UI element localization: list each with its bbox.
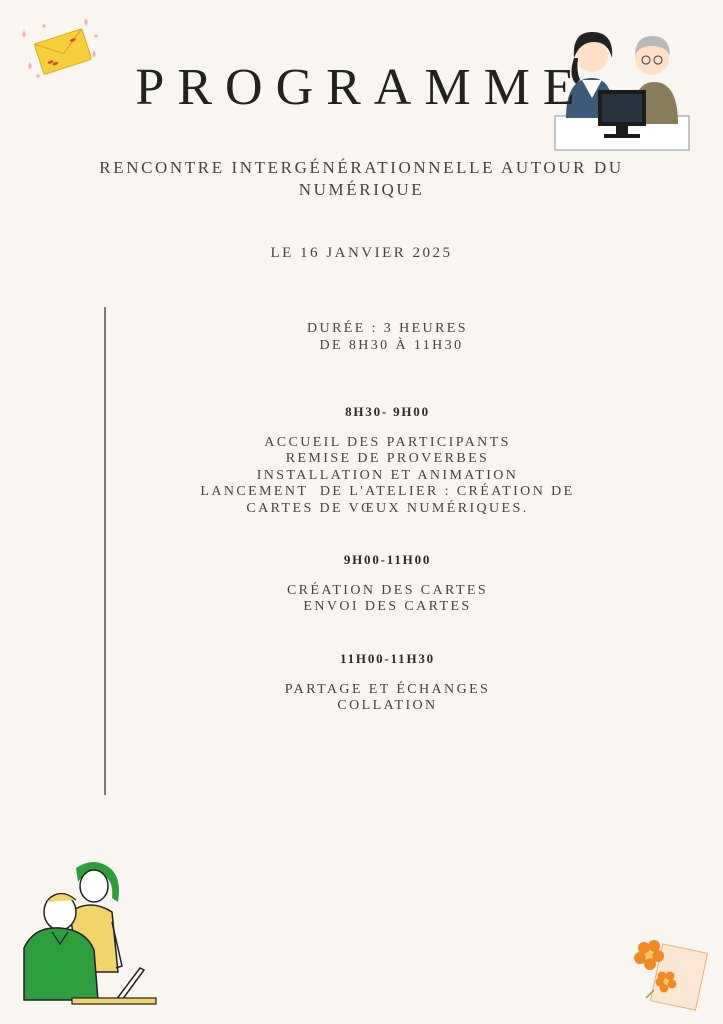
session-line: ENVOI DES CARTES [303, 599, 472, 614]
session-time: 8H30- 9H00 [345, 404, 430, 419]
event-date: LE 16 JANVIER 2025 [270, 245, 453, 261]
duration-line-2: DE 8H30 À 11H30 [319, 337, 464, 353]
subtitle-line-2: NUMÉRIQUE [298, 180, 425, 199]
vertical-divider [104, 307, 106, 795]
session-line: PARTAGE ET ÉCHANGES [284, 681, 491, 697]
duration [150, 321, 625, 354]
session-time: 9H00-11H00 [343, 552, 432, 567]
session-3 [150, 651, 625, 715]
session-line: CARTES DE VŒUX NUMÉRIQUES. [246, 500, 529, 516]
session-1 [150, 404, 625, 517]
session-line: ACCUEIL DES PARTICIPANTS [264, 434, 511, 450]
page-title: PROGRAMME [135, 59, 588, 116]
session-time: 11H00-11H30 [340, 651, 435, 666]
subtitle [0, 157, 723, 201]
subtitle-line-1: RENCONTRE INTERGÉNÉRATIONNELLE AUTOUR DU [99, 158, 624, 177]
flower-note-illustration [620, 932, 712, 1016]
session-line: CRÉATION DES CARTES [286, 582, 489, 598]
session-line: REMISE DE PROVERBES [285, 451, 490, 466]
duration-line-1: DURÉE : 3 HEURES [307, 321, 468, 336]
session-line: COLLATION [337, 698, 438, 713]
session-line: INSTALLATION ET ANIMATION [256, 467, 519, 483]
session-2 [150, 552, 625, 616]
people-with-laptop-illustration [12, 852, 162, 1012]
session-line: LANCEMENT DE L'ATELIER : CRÉATION DE [200, 484, 575, 499]
